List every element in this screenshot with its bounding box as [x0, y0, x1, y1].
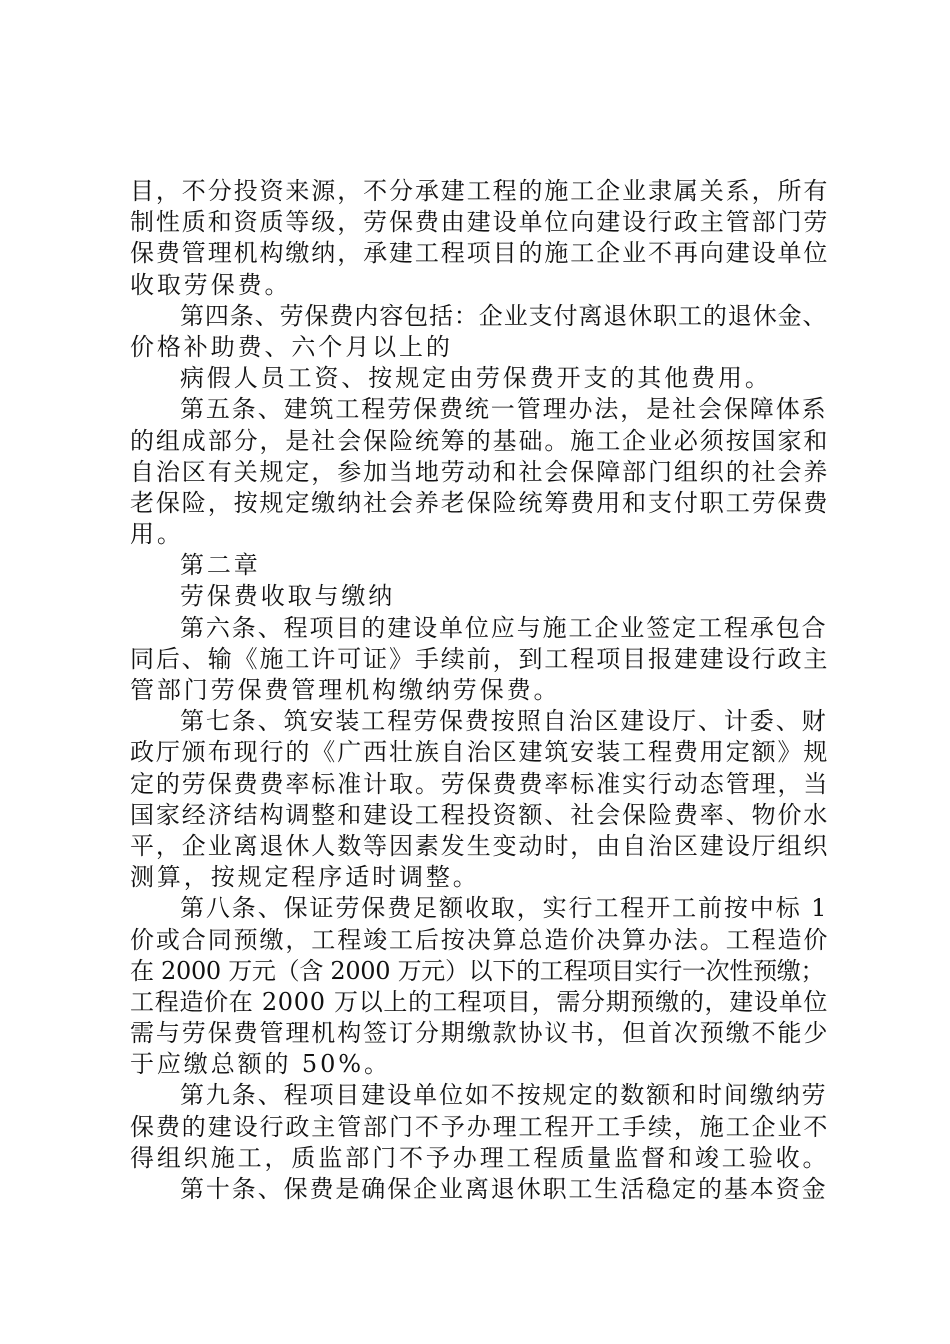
text-line: 用。: [130, 520, 184, 549]
text-line: 管部门劳保费管理机构缴纳劳保费。: [130, 676, 561, 704]
text-line: 政厅颁布现行的《广西壮族自治区建筑安装工程费用定额》规: [130, 738, 830, 767]
text-line: 制性质和资质等级，劳保费由建设单位向建设行政主管部门劳: [130, 208, 830, 237]
text-line: 第六条、程项目的建设单位应与施工企业签定工程承包合: [180, 613, 828, 642]
text-line: 第十条、保费是确保企业离退休职工生活稳定的基本资金: [180, 1175, 828, 1203]
text-line: 病假人员工资、按规定由劳保费开支的其他费用。: [180, 364, 772, 393]
text-line: 保费管理机构缴纳，承建工程项目的施工企业不再向建设单位: [130, 239, 830, 268]
text-line: 劳保费收取与缴纳: [180, 582, 396, 611]
text-line: 定的劳保费费率标准计取。劳保费费率标准实行动态管理，当: [130, 769, 830, 798]
document-body: [130, 176, 830, 1205]
text-line: 价或合同预缴，工程竣工后按决算总造价决算办法。工程造价: [130, 925, 830, 954]
text-line: 收取劳保费。: [130, 270, 292, 299]
text-line: 第九条、程项目建设单位如不按规定的数额和时间缴纳劳: [180, 1081, 828, 1110]
text-line: 第四条、劳保费内容包括：企业支付离退休职工的退休金、: [180, 301, 828, 330]
text-line: 在 2000 万元（含 2000 万元）以下的工程项目实行一次性预缴；: [130, 956, 825, 985]
text-line: 第二章: [180, 551, 261, 580]
text-line: 第七条、筑安装工程劳保费按照自治区建设厅、计委、财: [180, 707, 828, 736]
text-line: 同后、输《施工许可证》手续前，到工程项目报建建设行政主: [130, 644, 830, 673]
text-line: 保费的建设行政主管部门不予办理工程开工手续，施工企业不: [130, 1112, 830, 1141]
text-line: 第五条、建筑工程劳保费统一管理办法，是社会保障体系: [180, 395, 828, 424]
text-line: 工程造价在 2000 万以上的工程项目，需分期预缴的，建设单位: [130, 987, 829, 1016]
text-line: 老保险，按规定缴纳社会养老保险统筹费用和支付职工劳保费: [130, 488, 830, 517]
text-line: 需与劳保费管理机构签订分期缴款协议书，但首次预缴不能少: [130, 1019, 830, 1048]
text-line: 得组织施工，质监部门不予办理工程质量监督和竣工验收。: [130, 1143, 830, 1172]
text-line: 测算，按规定程序适时调整。: [130, 863, 480, 892]
text-line: 的组成部分，是社会保险统筹的基础。施工企业必须按国家和: [130, 426, 830, 455]
text-line: 平，企业离退休人数等因素发生变动时，由自治区建设厅组织: [130, 831, 830, 860]
text-line: 国家经济结构调整和建设工程投资额、社会保险费率、物价水: [130, 800, 830, 829]
text-line: 于应缴总额的 50%。: [130, 1050, 391, 1079]
text-line: 价格补助费、六个月以上的: [130, 332, 453, 361]
text-line: 自治区有关规定，参加当地劳动和社会保障部门组织的社会养: [130, 457, 830, 486]
text-line: 第八条、保证劳保费足额收取，实行工程开工前按中标 1: [180, 894, 829, 923]
text-line: 目，不分投资来源，不分承建工程的施工企业隶属关系，所有: [130, 177, 830, 205]
